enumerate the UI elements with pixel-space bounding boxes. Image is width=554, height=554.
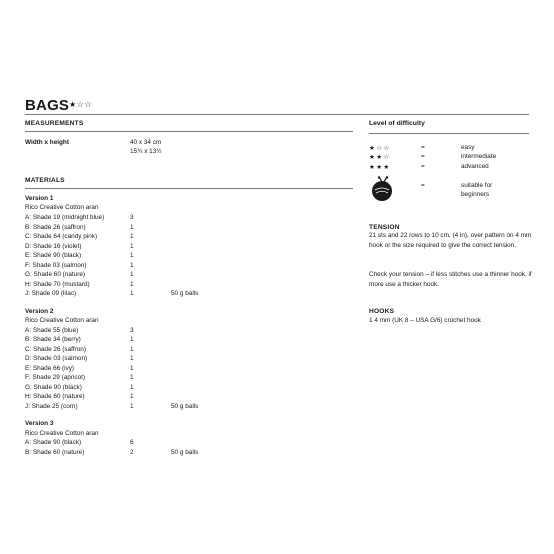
shade-qty: 1 [130,281,134,288]
difficulty-stars: ★☆☆ [369,145,391,152]
measurements-value-cm: 40 x 34 cm [130,139,162,146]
shade-unit: 50 g balls [171,403,199,410]
shade-name: F: Shade 03 (salmon) [25,262,87,269]
title-rule [25,114,529,115]
shade-name: H: Shade 70 (mustard) [25,281,90,288]
shade-qty: 1 [130,346,134,353]
shade-qty: 1 [130,262,134,269]
shade-unit: 50 g balls [171,290,199,297]
shade-name: J: Shade 25 (corn) [25,403,78,410]
shade-qty: 3 [130,327,134,334]
difficulty-label: suitable for [461,182,493,189]
shade-qty: 3 [130,214,134,221]
shade-name: G: Shade 90 (black) [25,384,82,391]
difficulty-equals: = [421,163,425,170]
shade-qty: 1 [130,403,134,410]
difficulty-equals: = [421,144,425,151]
shade-name: E: Shade 66 (ivy) [25,365,75,372]
materials-rule [25,188,353,189]
easy-to-learn-badge-icon [369,176,395,202]
shade-qty: 1 [130,271,134,278]
shade-name: B: Shade 26 (saffron) [25,224,86,231]
difficulty-label: intermediate [461,153,497,160]
difficulty-heading: Level of difficulty [369,120,425,127]
shade-name: G: Shade 60 (nature) [25,271,86,278]
shade-name: H: Shade 60 (nature) [25,393,85,400]
difficulty-label: beginners [461,191,490,198]
shade-name: A: Shade 90 (black) [25,439,82,446]
shade-name: B: Shade 34 (berry) [25,336,81,343]
difficulty-equals: = [421,182,425,189]
shade-name: B: Shade 60 (nature) [25,449,85,456]
version-title: Version 3 [25,420,54,427]
shade-qty: 1 [130,252,134,259]
shade-qty: 1 [130,374,134,381]
shade-name: C: Shade 64 (candy pink) [25,233,98,240]
measurements-heading: MEASUREMENTS [25,120,84,127]
shade-name: A: Shade 55 (blue) [25,327,79,334]
yarn-name: Rico Creative Cotton aran [25,317,99,324]
shade-qty: 2 [130,449,134,456]
shade-qty: 1 [130,290,134,297]
shade-name: J: Shade 09 (lilac) [25,290,77,297]
tension-text: 21 sts and 22 rows to 10 cm, (4 in), over pattern on 4 mm hook or the size required to give the correct tension. [369,232,532,250]
difficulty-stars: ★★★ [369,164,391,171]
shade-name: A: Shade 19 (midnight blue) [25,214,105,221]
shade-name: F: Shade 29 (apricot) [25,374,86,381]
difficulty-equals: = [421,153,425,160]
shade-name: C: Shade 26 (saffron) [25,346,86,353]
yarn-name: Rico Creative Cotton aran [25,430,99,437]
difficulty-label: advanced [461,163,489,170]
materials-heading: MATERIALS [25,177,65,184]
shade-qty: 6 [130,439,134,446]
difficulty-stars: ★★☆ [369,154,391,161]
shade-qty: 1 [130,365,134,372]
shade-unit: 50 g balls [171,449,199,456]
measurements-value-in: 15¾ x 13½ [130,148,162,155]
measurements-rule [25,131,353,132]
difficulty-stars: ★☆☆ [69,100,93,109]
difficulty-label: easy [461,144,475,151]
shade-qty: 1 [130,224,134,231]
version-title: Version 2 [25,308,54,315]
shade-name: E: Shade 90 (black) [25,252,82,259]
version-title: Version 1 [25,195,54,202]
tension-note: Check your tension – if less stitches use a thinner hook, if more use a thicker hook. [369,271,532,289]
page-title: BAGS [25,97,70,114]
yarn-name: Rico Creative Cotton aran [25,204,99,211]
hooks-heading: HOOKS [369,308,395,315]
shade-name: D: Shade 16 (violet) [25,243,82,250]
shade-qty: 1 [130,355,134,362]
shade-qty: 1 [130,243,134,250]
shade-qty: 1 [130,384,134,391]
shade-name: D: Shade 03 (salmon) [25,355,88,362]
measurements-label: Width x height [25,139,69,146]
shade-qty: 1 [130,336,134,343]
difficulty-rule [369,133,529,134]
shade-qty: 1 [130,393,134,400]
hooks-text: 1 4 mm (UK 8 – USA G/6) crochet hook [369,317,481,324]
tension-heading: TENSION [369,224,400,231]
shade-qty: 1 [130,233,134,240]
